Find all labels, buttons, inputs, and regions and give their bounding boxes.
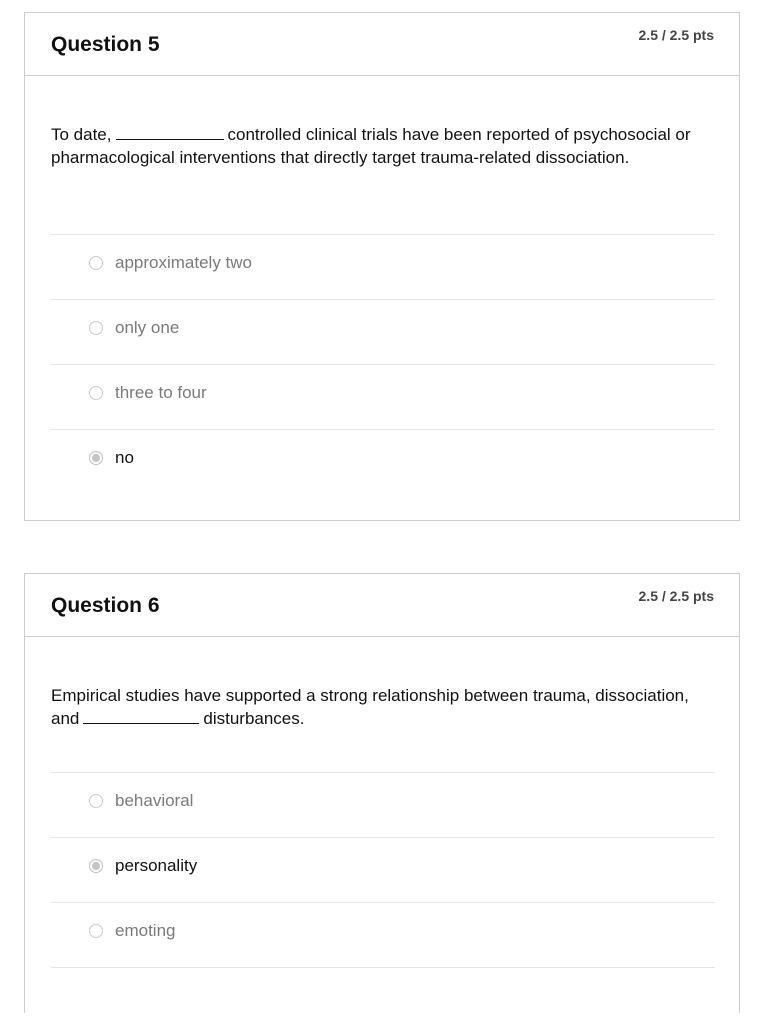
question-header (25, 574, 739, 637)
answer-option[interactable] (51, 364, 715, 429)
question-card (24, 12, 740, 521)
radio-button[interactable] (89, 794, 103, 808)
answer-list (51, 234, 715, 494)
question-text (51, 684, 691, 730)
question-text-after: controlled clinical trials have been reported of psychosocial or pharmacological interventions that directly target trauma-related dissociation. (51, 125, 691, 167)
question-text (51, 123, 691, 169)
radio-button[interactable] (89, 321, 103, 335)
question-header (25, 13, 739, 76)
question-points: 2.5 / 2.5 pts (638, 27, 714, 43)
question-card (24, 573, 740, 1013)
answer-label: behavioral (115, 791, 194, 810)
answer-option[interactable] (51, 299, 715, 364)
radio-button-selected[interactable] (89, 451, 103, 465)
radio-button[interactable] (89, 924, 103, 938)
question-text-before: To date, (51, 125, 112, 144)
question-points: 2.5 / 2.5 pts (638, 588, 714, 604)
answer-label: only one (115, 318, 180, 337)
question-title: Question 5 (51, 33, 160, 56)
answer-label: no (115, 448, 134, 467)
question-text-after: disturbances. (203, 709, 305, 728)
answer-label: personality (115, 856, 198, 875)
answer-option[interactable] (51, 772, 715, 837)
answer-option[interactable] (51, 234, 715, 299)
answer-list (51, 772, 715, 1032)
answer-label: three to four (115, 383, 207, 402)
question-title: Question 6 (51, 594, 160, 617)
answer-option-selected[interactable] (51, 429, 715, 494)
answer-option[interactable] (51, 902, 715, 967)
question-text-before: Empirical studies have supported a strong relationship between trauma, dissociation, and (51, 686, 689, 728)
radio-button[interactable] (89, 386, 103, 400)
answer-option-selected[interactable] (51, 837, 715, 902)
radio-button-selected[interactable] (89, 859, 103, 873)
fill-in-blank (83, 707, 199, 724)
answer-label: approximately two (115, 253, 253, 272)
radio-button[interactable] (89, 256, 103, 270)
fill-in-blank (116, 123, 224, 140)
answer-label: emoting (115, 921, 176, 940)
answer-list-divider (51, 967, 715, 1032)
